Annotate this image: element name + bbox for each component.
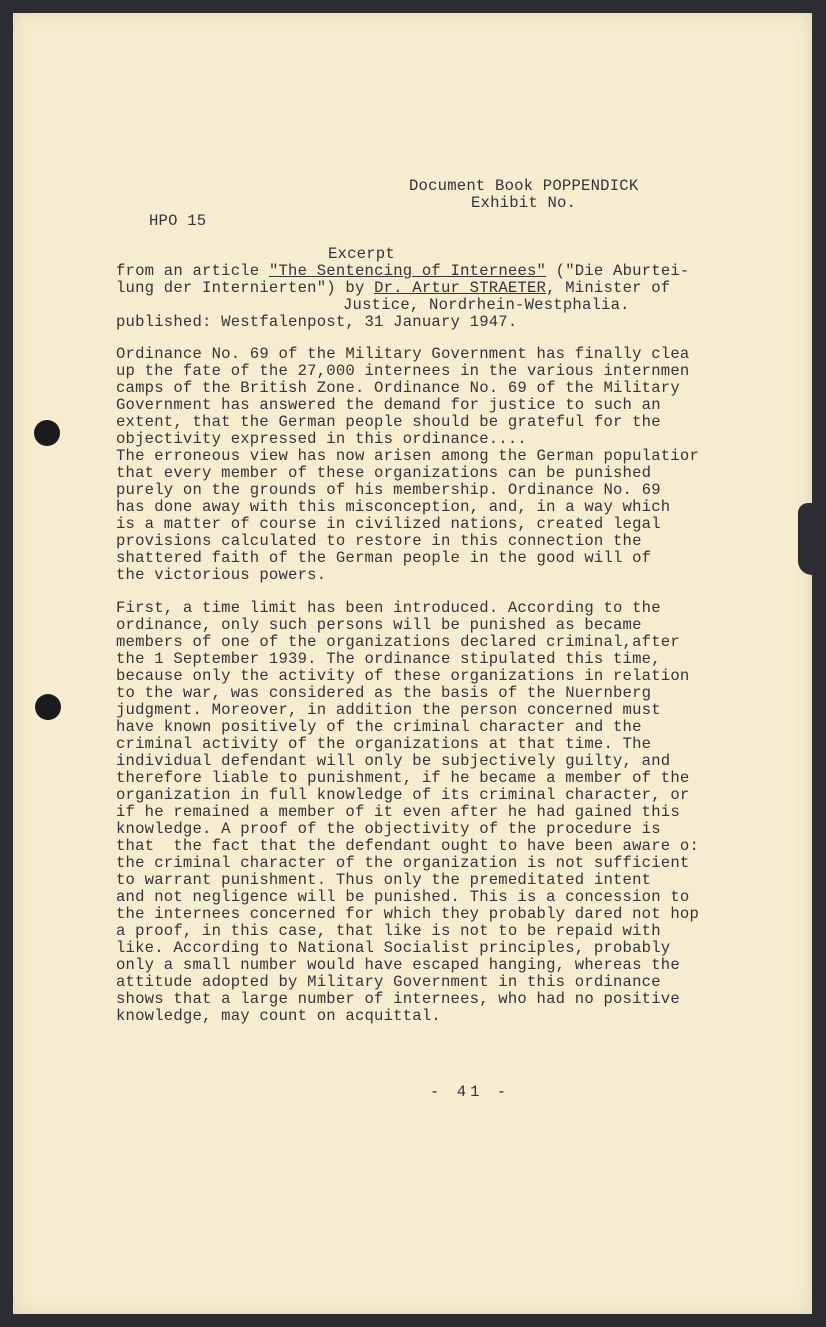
text-line: has done away with this misconception, and, in a way which [116, 498, 671, 516]
intro-text: , Minister of [546, 279, 671, 297]
text-line: to warrant punishment. Thus only the premeditated intent [116, 871, 652, 889]
punch-hole-bottom [35, 694, 61, 720]
text-line: individual defendant will only be subjectively guilty, and [116, 752, 671, 770]
text-line: is a matter of course in civilized nations, created legal [116, 515, 661, 533]
excerpt-heading: Excerpt [328, 245, 395, 263]
text-line: if he remained a member of it even after he had gained this [116, 803, 680, 821]
text-line: criminal activity of the organizations at that time. The [116, 735, 652, 753]
publication-line: published: Westfalenpost, 31 January 1947. [116, 313, 518, 331]
text-line: like. According to National Socialist principles, probably [116, 939, 671, 957]
article-author: Dr. Artur STRAETER [374, 279, 547, 297]
torn-edge [798, 503, 812, 575]
intro-text: from an article [116, 262, 269, 280]
intro-line-1 [116, 263, 690, 280]
text-line: up the fate of the 27,000 internees in the various internmen [116, 362, 690, 380]
text-line: have known positively of the criminal character and the [116, 718, 642, 736]
document-page [13, 13, 812, 1314]
text-line: camps of the British Zone. Ordinance No. 69 of the Military [116, 379, 680, 397]
intro-text: ("Die Aburtei- [546, 262, 690, 280]
text-line: only a small number would have escaped hanging, whereas the [116, 956, 680, 974]
text-line: knowledge. A proof of the objectivity of the procedure is [116, 820, 661, 838]
text-line: because only the activity of these organizations in relation [116, 667, 690, 685]
text-line: the internees concerned for which they probably dared not hop [116, 905, 700, 923]
text-line: Government has answered the demand for justice to such an [116, 396, 661, 414]
text-line: knowledge, may count on acquittal. [116, 1007, 441, 1025]
text-line: Ordinance No. 69 of the Military Government has finally clea [116, 345, 690, 363]
text-line: judgment. Moreover, in addition the person concerned must [116, 701, 661, 719]
page-number: - 41 - [430, 1083, 511, 1101]
document-reference: HPO 15 [149, 212, 207, 230]
text-line: First, a time limit has been introduced. According to the [116, 599, 661, 617]
document-book-title: Document Book POPPENDICK [409, 177, 639, 195]
text-line: shattered faith of the German people in the good will of [116, 549, 652, 567]
article-title: "The Sentencing of Internees" [268, 262, 547, 280]
text-line: provisions calculated to restore in this connection the [116, 532, 642, 550]
text-line: and not negligence will be punished. This is a concession to [116, 888, 690, 906]
text-line: that every member of these organizations can be punished [116, 464, 652, 482]
text-line: objectivity expressed in this ordinance.... [116, 430, 527, 448]
text-line: the criminal character of the organization is not sufficient [116, 854, 690, 872]
text-line: a proof, in this case, that like is not to be repaid with [116, 922, 661, 940]
text-line: attitude adopted by Military Government in this ordinance [116, 973, 661, 991]
text-line: members of one of the organizations declared criminal,after [116, 633, 680, 651]
intro-line-3: Justice, Nordrhein-Westphalia. [343, 296, 630, 314]
text-line: to the war, was considered as the basis of the Nuernberg [116, 684, 652, 702]
intro-line-2 [116, 280, 670, 297]
text-line: organization in full knowledge of its criminal character, or [116, 786, 690, 804]
punch-hole-top [34, 420, 60, 446]
text-line: ordinance, only such persons will be punished as became [116, 616, 642, 634]
text-line: purely on the grounds of his membership. Ordinance No. 69 [116, 481, 661, 499]
text-line: therefore liable to punishment, if he became a member of the [116, 769, 690, 787]
text-line: the 1 September 1939. The ordinance stipulated this time, [116, 650, 661, 668]
text-line: the victorious powers. [116, 566, 327, 584]
text-line: that the fact that the defendant ought to have been aware o: [116, 837, 700, 855]
text-line: The erroneous view has now arisen among the German populatior [116, 447, 700, 465]
text-line: extent, that the German people should be grateful for the [116, 413, 661, 431]
text-line: shows that a large number of internees, who had no positive [116, 990, 680, 1008]
intro-text: lung der Internierten") by [116, 279, 375, 297]
exhibit-number: Exhibit No. [471, 194, 577, 212]
